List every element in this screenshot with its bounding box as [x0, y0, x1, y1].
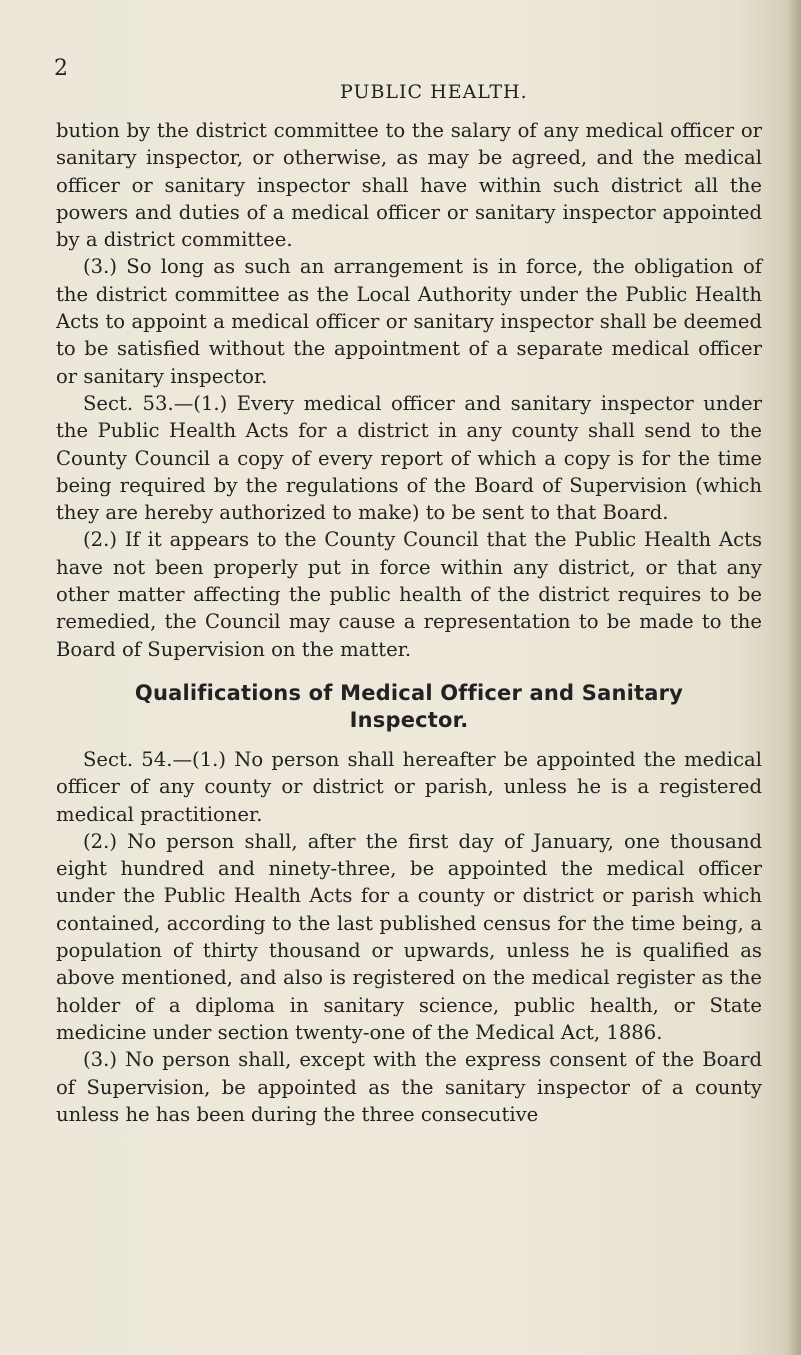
section-heading-line-2: Inspector.: [349, 707, 469, 732]
paragraph-sect-53-2: (2.) If it appears to the County Council that the Public Health Acts have not been properly put in force within any district, or that any other matter affecting the public health of the district requires to be remedied, the Council may cause a representation to be made to the Board of Supervision on the matter.: [56, 528, 762, 661]
page-number: 2: [54, 56, 68, 81]
section-heading: [56, 680, 762, 734]
body-text: [56, 117, 762, 1128]
paragraph-sect-54-3: (3.) No person shall, except with the express consent of the Board of Supervision, be appointed as the sanitary inspector of a county unless he has been during the three consecutive: [56, 1048, 762, 1126]
paragraph-sect-54-2: (2.) No person shall, after the first day of January, one thousand eight hundred and ninety-three, be appointed the medical officer under the Public Health Acts for a county or district or parish which contained, according to the last published census for the time being, a population of thirty thousand or upwards, unless he is qualified as above mentioned, and also is registered on the medical register as the holder of a diploma in sanitary science, public health, or State medicine under section twenty-one of the Medical Act, 1886.: [56, 829, 762, 1044]
running-head: PUBLIC HEALTH.: [340, 81, 528, 103]
paragraph-continuation: bution by the district committee to the salary of any medical officer or sanitary inspector, or otherwise, as may be agreed, and the medical officer or sanitary inspector shall have within such district all the powers and duties of a medical officer or sanitary inspector appointed by a district committee.: [56, 119, 762, 252]
section-heading-line-1: Qualifications of Medical Officer and Sanitary: [134, 680, 684, 705]
paragraph-sect-53-1: Sect. 53.—(1.) Every medical officer and sanitary inspector under the Public Health Acts for a district in any county shall send to the County Council a copy of every report of which a copy is for the time being required by the regulations of the Board of Supervision (which they are hereby authorized to make) to be sent to that Board.: [56, 391, 762, 525]
page-edge-shadow: [787, 0, 801, 1355]
paragraph-subsection-3: (3.) So long as such an arrangement is in force, the obligation of the district committee as the Local Authority under the Public Health Acts to appoint a medical officer or sanitary inspector shall be deemed to be satisfied without the appointment of a separate medical officer or sanitary inspector.: [56, 255, 762, 388]
paragraph-sect-54-1: Sect. 54.—(1.) No person shall hereafter be appointed the medical officer of any county or district or parish, unless he is a registered medical practitioner.: [56, 747, 762, 826]
